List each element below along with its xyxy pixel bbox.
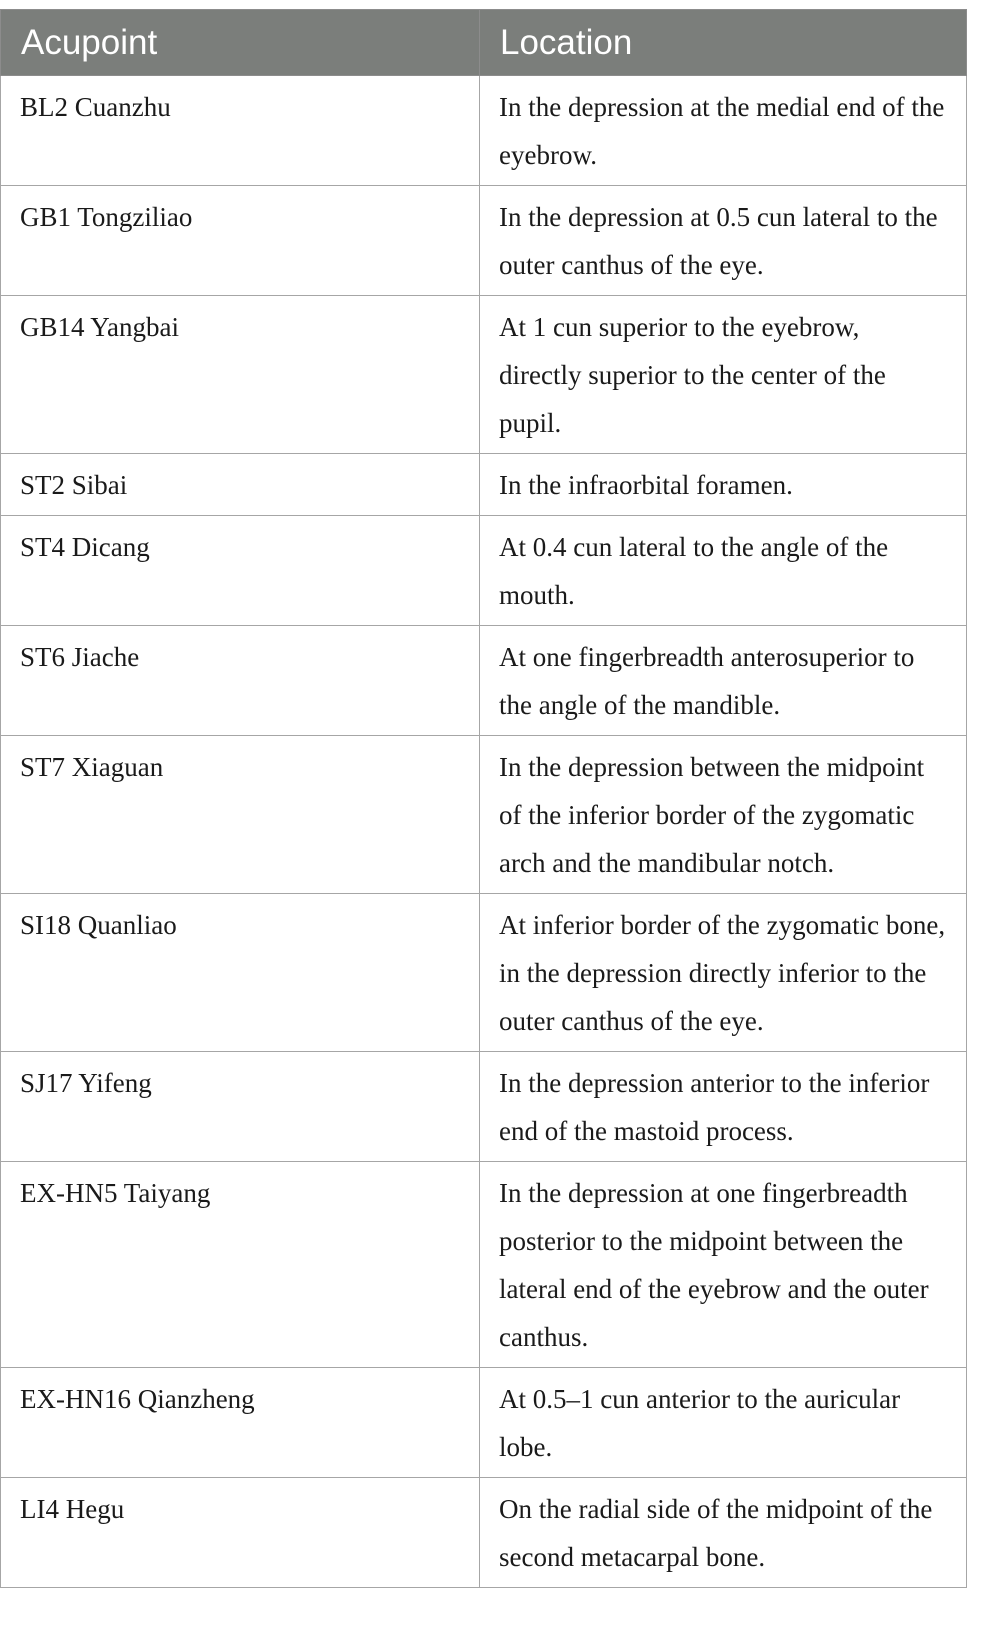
location-cell: At inferior border of the zygomatic bone, in the depression directly inferior to the outer canthus of the eye.: [480, 894, 967, 1052]
acupoint-cell: LI4 Hegu: [1, 1478, 480, 1588]
acupoint-cell: ST2 Sibai: [1, 454, 480, 516]
table-row: [1, 1052, 967, 1162]
table-row: [1, 76, 967, 186]
acupoint-cell: ST4 Dicang: [1, 516, 480, 626]
acupoint-cell: ST7 Xiaguan: [1, 736, 480, 894]
header-row: [1, 10, 967, 76]
header-location: Location: [480, 10, 967, 76]
table-row: [1, 296, 967, 454]
table-row: [1, 1368, 967, 1478]
location-cell: In the infraorbital foramen.: [480, 454, 967, 516]
header-acupoint: Acupoint: [1, 10, 480, 76]
table-row: [1, 1162, 967, 1368]
location-cell: In the depression at 0.5 cun lateral to the outer canthus of the eye.: [480, 186, 967, 296]
acupoint-cell: GB14 Yangbai: [1, 296, 480, 454]
location-cell: At one fingerbreadth anterosuperior to the angle of the mandible.: [480, 626, 967, 736]
acupoint-cell: GB1 Tongziliao: [1, 186, 480, 296]
table-row: [1, 626, 967, 736]
acupoint-cell: BL2 Cuanzhu: [1, 76, 480, 186]
table-row: [1, 894, 967, 1052]
location-cell: In the depression at one fingerbreadth posterior to the midpoint between the lateral end of the eyebrow and the outer canthus.: [480, 1162, 967, 1368]
acupoint-cell: EX-HN5 Taiyang: [1, 1162, 480, 1368]
location-cell: On the radial side of the midpoint of the second metacarpal bone.: [480, 1478, 967, 1588]
table-row: [1, 516, 967, 626]
acupoint-table: [0, 9, 967, 1588]
table-row: [1, 186, 967, 296]
acupoint-cell: ST6 Jiache: [1, 626, 480, 736]
location-cell: At 0.5–1 cun anterior to the auricular lobe.: [480, 1368, 967, 1478]
location-cell: In the depression between the midpoint of the inferior border of the zygomatic arch and the mandibular notch.: [480, 736, 967, 894]
table-row: [1, 736, 967, 894]
table-body: [1, 76, 967, 1588]
location-cell: In the depression anterior to the inferior end of the mastoid process.: [480, 1052, 967, 1162]
acupoint-cell: EX-HN16 Qianzheng: [1, 1368, 480, 1478]
acupoint-cell: SI18 Quanliao: [1, 894, 480, 1052]
table-row: [1, 1478, 967, 1588]
location-cell: At 0.4 cun lateral to the angle of the mouth.: [480, 516, 967, 626]
location-cell: At 1 cun superior to the eyebrow, directly superior to the center of the pupil.: [480, 296, 967, 454]
acupoint-cell: SJ17 Yifeng: [1, 1052, 480, 1162]
table-header: [1, 10, 967, 76]
location-cell: In the depression at the medial end of the eyebrow.: [480, 76, 967, 186]
table-row: [1, 454, 967, 516]
